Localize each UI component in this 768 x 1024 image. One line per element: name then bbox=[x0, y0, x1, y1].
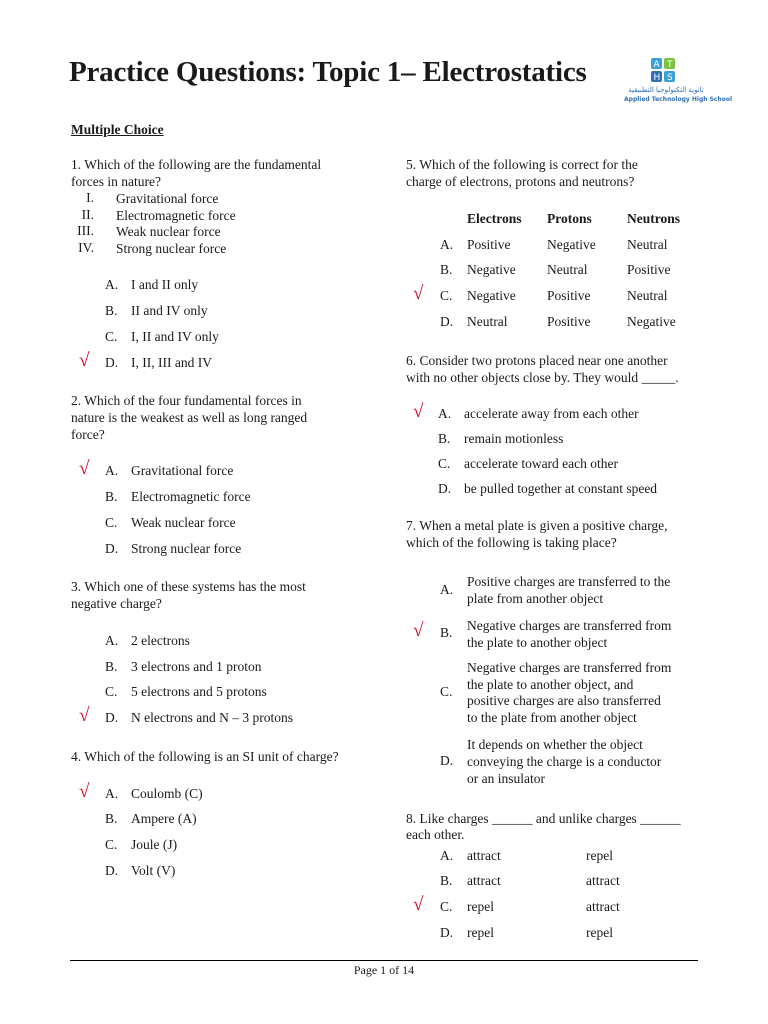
q5-cell[interactable]: Negative bbox=[547, 237, 596, 252]
logo-english-text: Applied Technology High School bbox=[624, 96, 733, 103]
q5-option-letter: D. bbox=[440, 314, 454, 329]
q8-cell[interactable]: repel bbox=[586, 848, 613, 863]
q1-text-line2: forces in nature? bbox=[71, 174, 161, 189]
q5-header-protons: Protons bbox=[547, 211, 592, 226]
q8-cell[interactable]: repel bbox=[467, 899, 494, 914]
q3-text-line2: negative charge? bbox=[71, 596, 162, 611]
q1-item-text: Strong nuclear force bbox=[116, 241, 227, 256]
q1-item-num: II. bbox=[81, 207, 94, 222]
q7-option-c-line4[interactable]: to the plate from another object bbox=[467, 710, 637, 725]
q2-option-c[interactable]: Weak nuclear force bbox=[131, 515, 236, 530]
check-mark-icon: √ bbox=[413, 401, 424, 422]
q8-cell[interactable]: attract bbox=[467, 873, 501, 888]
q3-option-letter: D. bbox=[105, 710, 119, 725]
q7-option-a-line2[interactable]: plate from another object bbox=[467, 591, 604, 606]
q1-item-num: III. bbox=[77, 223, 94, 238]
q5-text-line2: charge of electrons, protons and neutrons? bbox=[406, 174, 635, 189]
q5-cell[interactable]: Positive bbox=[547, 314, 591, 329]
q8-option-letter: D. bbox=[440, 925, 454, 940]
check-mark-icon: √ bbox=[79, 350, 90, 371]
q1-item-num: I. bbox=[86, 190, 94, 205]
q7-option-d-line1[interactable]: It depends on whether the object bbox=[467, 737, 643, 752]
q7-option-letter: D. bbox=[440, 753, 454, 768]
q4-option-letter: D. bbox=[105, 863, 119, 878]
svg-text:A: A bbox=[653, 60, 660, 70]
q7-option-b-line1[interactable]: Negative charges are transferred from bbox=[467, 618, 672, 633]
q6-text-line1: 6. Consider two protons placed near one another bbox=[406, 353, 668, 368]
q2-option-b[interactable]: Electromagnetic force bbox=[131, 489, 251, 504]
q2-option-letter: B. bbox=[105, 489, 118, 504]
q4-text-line1: 4. Which of the following is an SI unit of charge? bbox=[71, 749, 339, 764]
q1-item-text: Electromagnetic force bbox=[116, 208, 236, 223]
q4-option-b[interactable]: Ampere (A) bbox=[131, 811, 197, 826]
logo-arabic-text: ثانوية التكنولوجيا التطبيقية bbox=[628, 86, 704, 94]
footer-divider bbox=[70, 960, 698, 961]
school-logo bbox=[624, 56, 733, 108]
q1-option-letter: B. bbox=[105, 303, 118, 318]
q6-option-letter: B. bbox=[438, 431, 451, 446]
q2-option-letter: A. bbox=[105, 463, 119, 478]
q7-option-b-line2[interactable]: the plate to another object bbox=[467, 635, 608, 650]
q3-option-d[interactable]: N electrons and N – 3 protons bbox=[131, 710, 293, 725]
q2-option-a[interactable]: Gravitational force bbox=[131, 463, 234, 478]
q7-option-letter: B. bbox=[440, 625, 453, 640]
q3-option-b[interactable]: 3 electrons and 1 proton bbox=[131, 659, 262, 674]
q1-option-letter: A. bbox=[105, 277, 119, 292]
check-mark-icon: √ bbox=[413, 894, 424, 915]
page-number: Page 1 of 14 bbox=[353, 963, 415, 977]
q7-option-c-line1[interactable]: Negative charges are transferred from bbox=[467, 660, 672, 675]
q5-option-letter: A. bbox=[440, 237, 454, 252]
q5-cell[interactable]: Negative bbox=[467, 262, 516, 277]
q8-option-letter: A. bbox=[440, 848, 454, 863]
q5-cell[interactable]: Positive bbox=[467, 237, 511, 252]
q7-text-line1: 7. When a metal plate is given a positive charge, bbox=[406, 518, 668, 533]
q2-option-letter: D. bbox=[105, 541, 119, 556]
q8-text-line1: 8. Like charges ______ and unlike charges ______ bbox=[406, 811, 681, 826]
q1-option-c[interactable]: I, II and IV only bbox=[131, 329, 219, 344]
q2-text-line2: nature is the weakest as well as long ranged bbox=[71, 410, 308, 425]
q8-cell[interactable]: repel bbox=[467, 925, 494, 940]
check-mark-icon: √ bbox=[79, 458, 90, 479]
check-mark-icon: √ bbox=[79, 705, 90, 726]
q3-option-c[interactable]: 5 electrons and 5 protons bbox=[131, 684, 267, 699]
q8-cell[interactable]: repel bbox=[586, 925, 613, 940]
q6-option-letter: C. bbox=[438, 456, 451, 471]
q7-option-letter: C. bbox=[440, 684, 453, 699]
q5-header-electrons: Electrons bbox=[467, 211, 522, 226]
q4-option-letter: C. bbox=[105, 837, 118, 852]
q6-option-letter: A. bbox=[438, 406, 452, 421]
q6-option-letter: D. bbox=[438, 481, 452, 496]
q3-option-letter: B. bbox=[105, 659, 118, 674]
q6-option-c[interactable]: accelerate toward each other bbox=[464, 456, 619, 471]
svg-text:H: H bbox=[653, 73, 661, 83]
q1-item-text: Gravitational force bbox=[116, 191, 219, 206]
q6-option-d[interactable]: be pulled together at constant speed bbox=[464, 481, 658, 496]
q3-option-a[interactable]: 2 electrons bbox=[131, 633, 190, 648]
q1-option-letter: C. bbox=[105, 329, 118, 344]
q8-text-line2: each other. bbox=[406, 827, 465, 842]
check-mark-icon: √ bbox=[79, 781, 90, 802]
q1-item-num: IV. bbox=[78, 240, 94, 255]
q4-option-c[interactable]: Joule (J) bbox=[131, 837, 178, 852]
q1-option-d[interactable]: I, II, III and IV bbox=[131, 355, 212, 370]
section-heading: Multiple Choice bbox=[71, 122, 164, 137]
q3-text-line1: 3. Which one of these systems has the most bbox=[71, 579, 306, 594]
q4-option-a[interactable]: Coulomb (C) bbox=[131, 786, 203, 801]
q6-text-line2: with no other objects close by. They would _____. bbox=[406, 370, 679, 385]
q6-option-b[interactable]: remain motionless bbox=[464, 431, 564, 446]
q6-option-a[interactable]: accelerate away from each other bbox=[464, 406, 639, 421]
page-title: Practice Questions: Topic 1– Electrostatics bbox=[69, 56, 587, 88]
svg-text:T: T bbox=[667, 60, 673, 70]
q7-option-c-line2[interactable]: the plate to another object, and bbox=[467, 677, 634, 692]
q7-option-a-line1[interactable]: Positive charges are transferred to the bbox=[467, 574, 671, 589]
q1-option-b[interactable]: II and IV only bbox=[131, 303, 208, 318]
q5-text-line1: 5. Which of the following is correct for the bbox=[406, 157, 638, 172]
check-mark-icon: √ bbox=[413, 620, 424, 641]
q2-option-d[interactable]: Strong nuclear force bbox=[131, 541, 242, 556]
q8-cell[interactable]: attract bbox=[467, 848, 501, 863]
q8-cell[interactable]: attract bbox=[586, 899, 620, 914]
q5-cell[interactable]: Neutral bbox=[547, 262, 588, 277]
q4-option-letter: B. bbox=[105, 811, 118, 826]
q5-option-letter: B. bbox=[440, 262, 453, 277]
q3-option-letter: A. bbox=[105, 633, 119, 648]
q7-text-line2: which of the following is taking place? bbox=[406, 535, 617, 550]
q5-cell[interactable]: Positive bbox=[547, 288, 591, 303]
q4-option-letter: A. bbox=[105, 786, 119, 801]
q7-option-d-line3[interactable]: or an insulator bbox=[467, 771, 545, 786]
q2-text-line3: force? bbox=[71, 427, 105, 442]
q5-cell[interactable]: Neutral bbox=[627, 237, 668, 252]
q7-option-c-line3[interactable]: positive charges are also transferred bbox=[467, 693, 661, 708]
svg-text:S: S bbox=[667, 73, 673, 83]
q3-option-letter: C. bbox=[105, 684, 118, 699]
q5-option-letter: C. bbox=[440, 288, 453, 303]
q2-text-line1: 2. Which of the four fundamental forces in bbox=[71, 393, 302, 408]
q4-option-d[interactable]: Volt (V) bbox=[131, 863, 176, 878]
q7-option-d-line2[interactable]: conveying the charge is a conductor bbox=[467, 754, 662, 769]
q8-option-letter: C. bbox=[440, 899, 453, 914]
q1-item-text: Weak nuclear force bbox=[116, 224, 221, 239]
check-mark-icon: √ bbox=[413, 283, 424, 304]
q5-cell[interactable]: Negative bbox=[627, 314, 676, 329]
q5-header-neutrons: Neutrons bbox=[627, 211, 681, 226]
q8-option-letter: B. bbox=[440, 873, 453, 888]
q5-cell[interactable]: Neutral bbox=[627, 288, 668, 303]
q5-cell[interactable]: Negative bbox=[467, 288, 516, 303]
q5-cell[interactable]: Neutral bbox=[467, 314, 508, 329]
q1-option-letter: D. bbox=[105, 355, 119, 370]
q2-option-letter: C. bbox=[105, 515, 118, 530]
q5-cell[interactable]: Positive bbox=[627, 262, 671, 277]
q1-option-a[interactable]: I and II only bbox=[131, 277, 199, 292]
q7-option-letter: A. bbox=[440, 582, 454, 597]
q8-cell[interactable]: attract bbox=[586, 873, 620, 888]
q1-text-line1: 1. Which of the following are the fundamental bbox=[71, 157, 322, 172]
